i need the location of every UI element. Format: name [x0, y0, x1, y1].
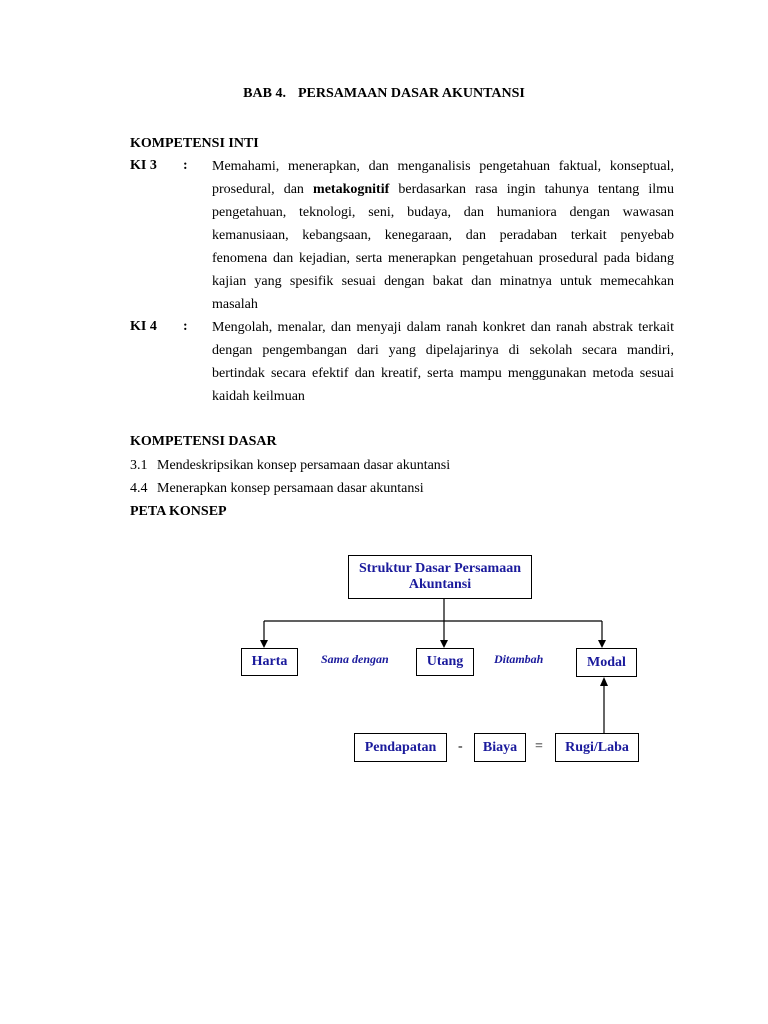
ki3-line-7: masalah [212, 297, 258, 312]
ki3-line-2-pre: prosedural, dan [212, 182, 304, 197]
ki3-line-6: kajian yang spesifik sesuai dengan bakat dan minatnya untuk memecahkan [212, 274, 674, 289]
concept-root-box: Struktur Dasar Persamaan Akuntansi [348, 555, 532, 599]
kompetensi-inti-heading: KOMPETENSI INTI [130, 136, 259, 151]
concept-biaya-box: Biaya [474, 733, 526, 762]
peta-konsep-heading: PETA KONSEP [130, 504, 227, 519]
chapter-title: PERSAMAAN DASAR AKUNTANSI [297, 86, 525, 101]
ki3-line-3: pengetahuan, teknologi, seni, budaya, dan humaniora dengan wawasan [212, 205, 674, 220]
concept-rugilaba-box: Rugi/Laba [555, 733, 639, 762]
ki3-line-1: Memahami, menerapkan, dan menganalisis pengetahuan faktual, konseptual, [212, 159, 674, 174]
chapter-number: BAB 4. [243, 86, 286, 101]
minus-operator: - [458, 739, 463, 754]
connector-sama-dengan: Sama dengan [321, 652, 389, 666]
ki3-line-2-post: berdasarkan rasa ingin tahunya tentang ilmu [398, 182, 675, 197]
arrowhead-up-modal [600, 677, 608, 686]
ki4-line-4: kaidah keilmuan [212, 389, 305, 404]
concept-pendapatan-box: Pendapatan [354, 733, 447, 762]
ki4-colon: : [183, 319, 188, 334]
kd-item-number: 4.4 [130, 481, 148, 496]
concept-harta-box: Harta [241, 648, 298, 676]
connector-ditambah: Ditambah [494, 652, 544, 666]
ki3-colon: : [183, 158, 188, 173]
arrowhead-harta [260, 640, 268, 648]
concept-modal-box: Modal [576, 648, 637, 677]
kd-item-text: Menerapkan konsep persamaan dasar akuntansi [157, 481, 424, 496]
ki3-keyword-metakognitif: metakognitif [313, 182, 390, 197]
kd-item-number: 3.1 [130, 458, 148, 473]
kompetensi-dasar-heading: KOMPETENSI DASAR [130, 434, 277, 449]
ki4-label: KI 4 [130, 319, 157, 334]
arrowhead-modal [598, 640, 606, 648]
equals-operator: = [535, 739, 543, 754]
ki4-line-1: Mengolah, menalar, dan menyaji dalam ranah konkret dan ranah abstrak terkait [212, 320, 674, 335]
kd-item-text: Mendeskripsikan konsep persamaan dasar akuntansi [157, 458, 451, 473]
concept-utang-box: Utang [416, 648, 474, 676]
ki4-line-2: dengan pengembangan dari yang dipelajarinya di sekolah secara mandiri, [212, 343, 674, 358]
ki4-line-3: bertindak secara efektif dan kreatif, serta mampu menggunakan metoda sesuai [212, 366, 674, 381]
ki3-label: KI 3 [130, 158, 157, 173]
ki3-line-5: fenomena dan kejadian, serta menerapkan pengetahuan prosedural pada bidang [212, 251, 674, 266]
arrowhead-utang [440, 640, 448, 648]
ki3-line-4: kemanusiaan, kebangsaan, kenegaraan, dan peradaban terkait penyebab [212, 228, 674, 243]
